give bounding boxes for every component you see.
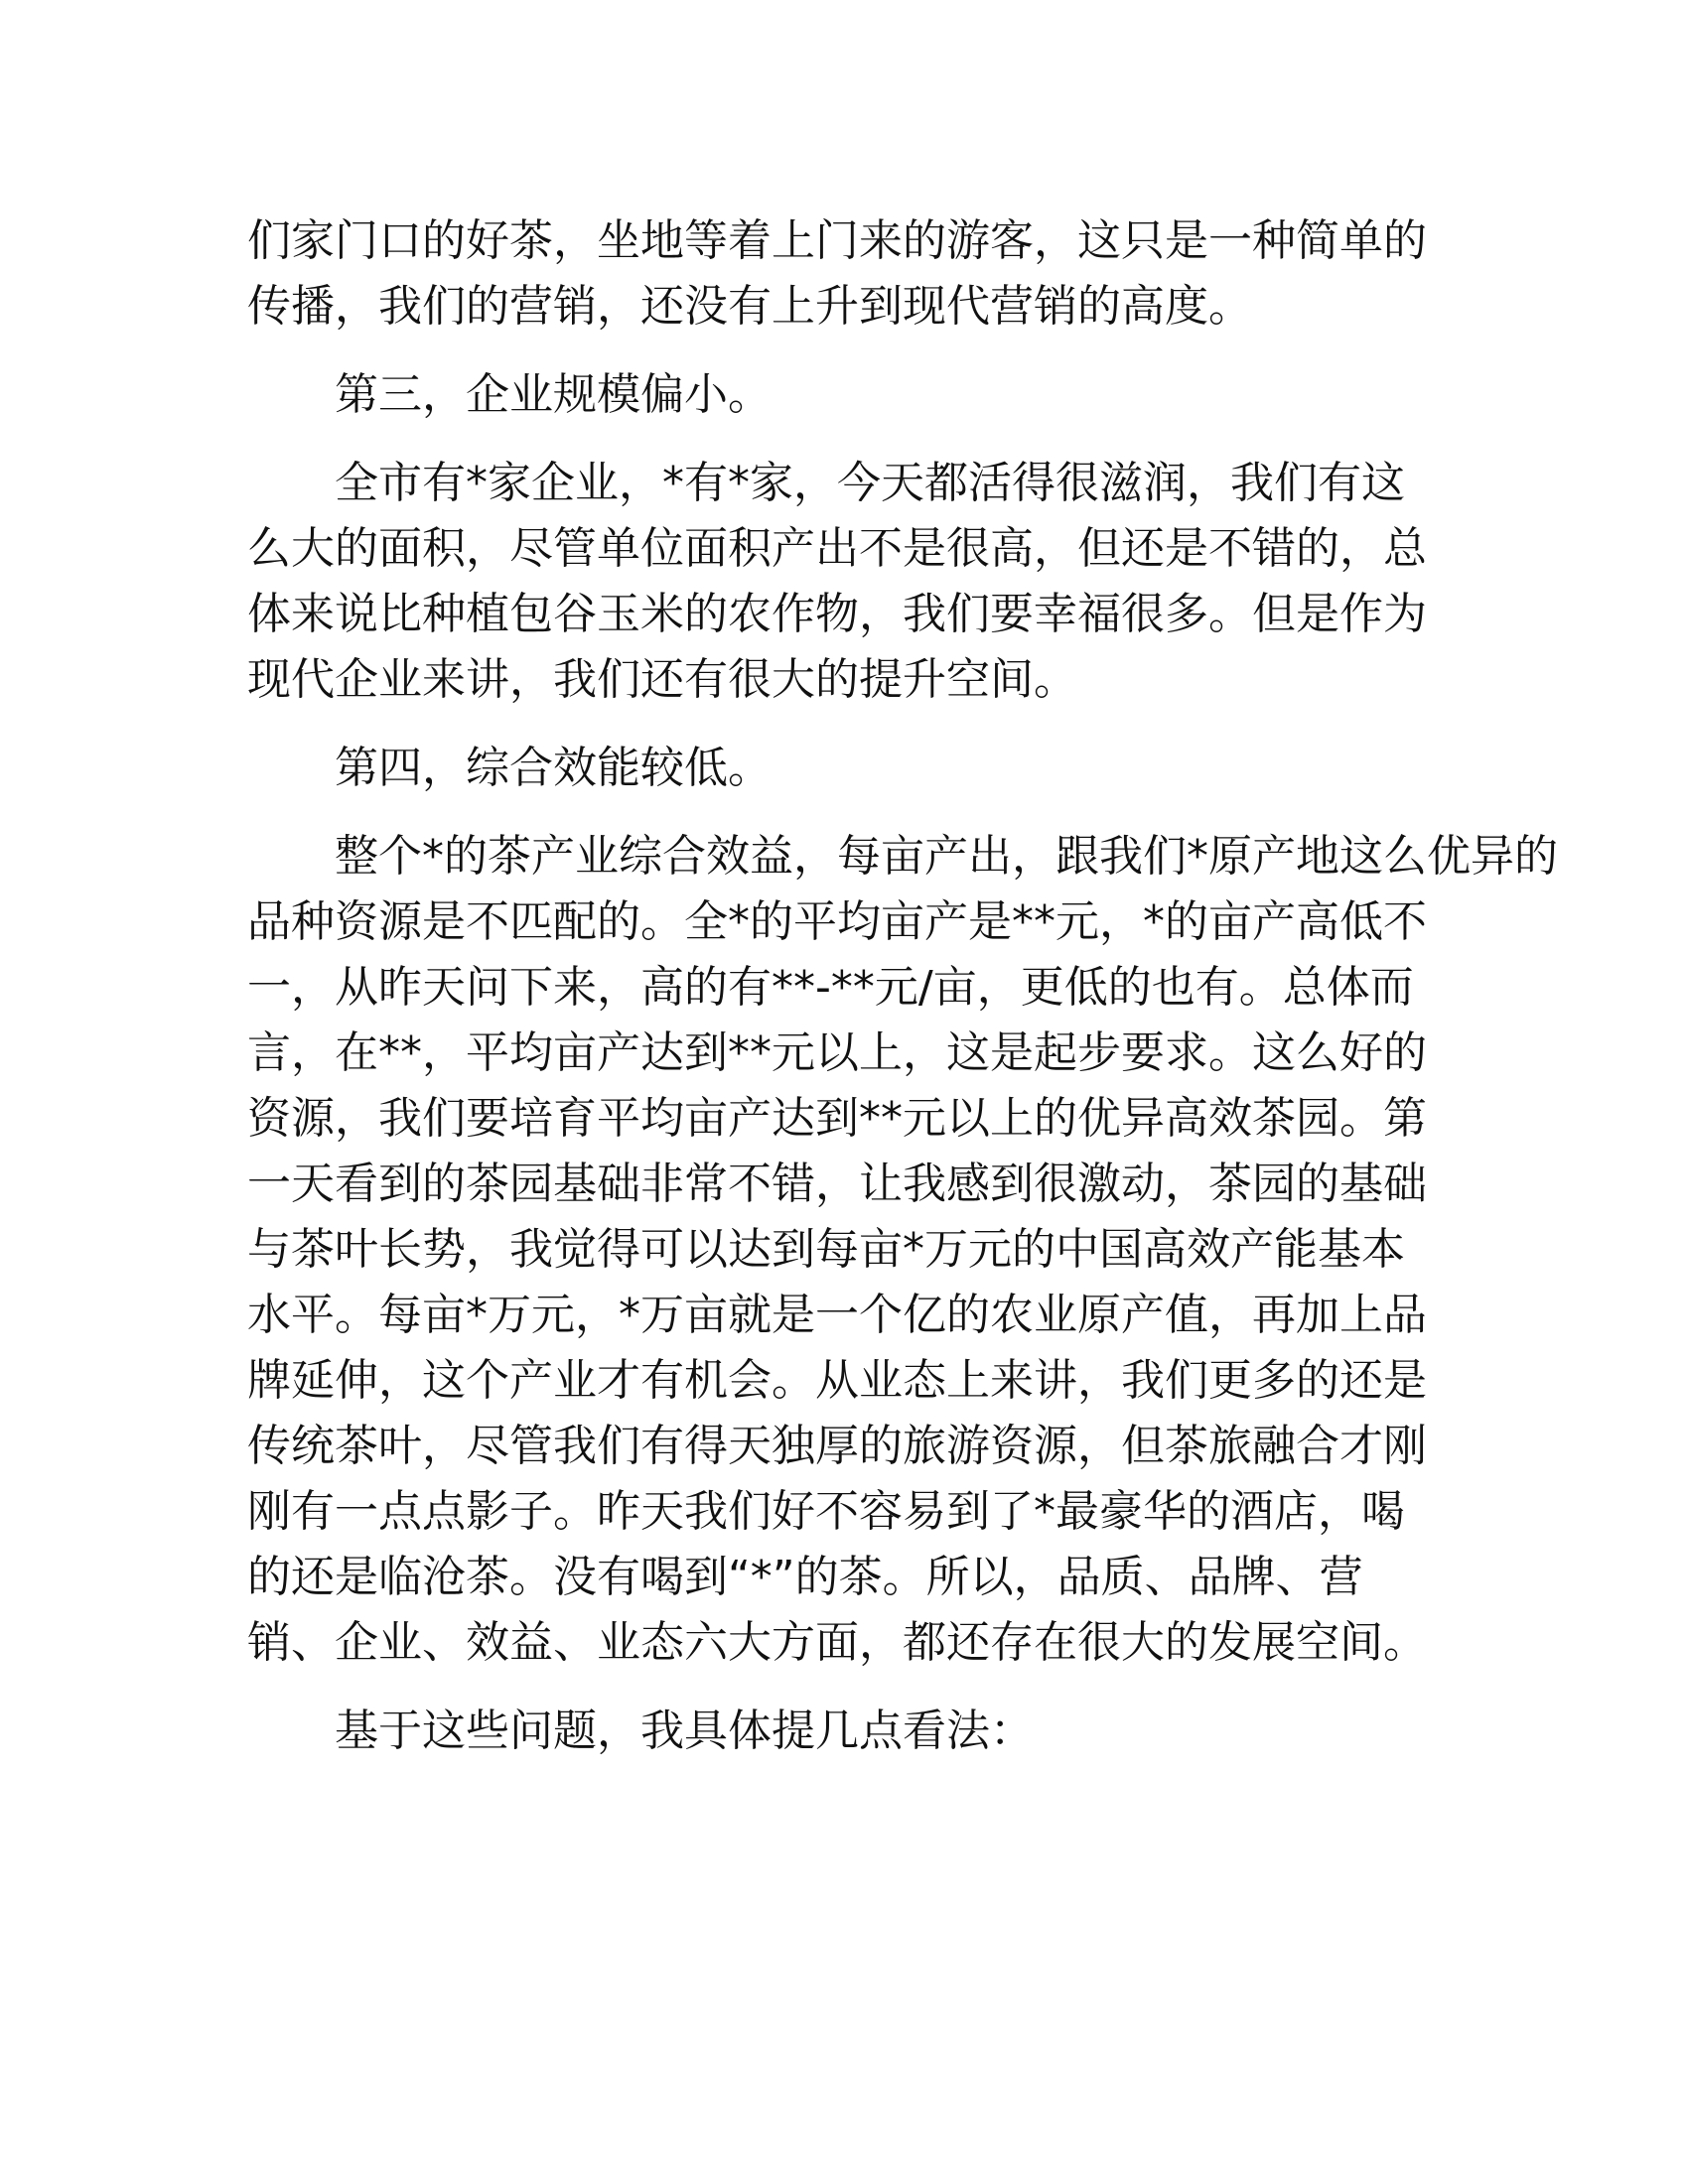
section-heading-4: 第四，综合效能较低。 bbox=[335, 743, 772, 793]
text-line: 么大的面积，尽管单位面积产出不是很高，但还是不错的，总 bbox=[247, 523, 1427, 574]
text-line: 一天看到的茶园基础非常不错，让我感到很激动，茶园的基础 bbox=[247, 1159, 1427, 1209]
text-line: 传播，我们的营销，还没有上升到现代营销的高度。 bbox=[247, 281, 1252, 332]
text-line: 言，在**，平均亩产达到**元以上，这是起步要求。这么好的 bbox=[247, 1027, 1427, 1078]
text-line: 资源，我们要培育平均亩产达到**元以上的优异高效茶园。第 bbox=[247, 1093, 1427, 1144]
text-line: 品种资源是不匹配的。全*的平均亩产是**元，*的亩产高低不 bbox=[247, 896, 1427, 947]
text-line: 刚有一点点影子。昨天我们好不容易到了*最豪华的酒店，喝 bbox=[247, 1486, 1405, 1537]
text-line: 水平。每亩*万元，*万亩就是一个亿的农业原产值，再加上品 bbox=[247, 1290, 1427, 1340]
text-line: 销、企业、效益、业态六大方面，都还存在很大的发展空间。 bbox=[247, 1617, 1427, 1668]
text-line: 一，从昨天问下来，高的有**-**元/亩，更低的也有。总体而 bbox=[247, 962, 1414, 1013]
text-line: 的还是临沧茶。没有喝到“*”的茶。所以，品质、品牌、营 bbox=[247, 1552, 1363, 1602]
text-line: 们家门口的好茶，坐地等着上门来的游客，这只是一种简单的 bbox=[247, 215, 1427, 266]
text-line: 整个*的茶产业综合效益，每亩产出，跟我们*原产地这么优异的 bbox=[335, 831, 1558, 882]
text-line: 传统茶叶，尽管我们有得天独厚的旅游资源，但茶旅融合才刚 bbox=[247, 1421, 1427, 1471]
text-line: 现代企业来讲，我们还有很大的提升空间。 bbox=[247, 654, 1077, 705]
text-line: 体来说比种植包谷玉米的农作物，我们要幸福很多。但是作为 bbox=[247, 589, 1427, 639]
text-line: 基于这些问题，我具体提几点看法： bbox=[335, 1706, 1034, 1756]
section-heading-3: 第三，企业规模偏小。 bbox=[335, 369, 772, 420]
text-line: 全市有*家企业，*有*家，今天都活得很滋润，我们有这 bbox=[335, 458, 1405, 508]
body-text bbox=[247, 208, 1558, 1764]
text-line: 牌延伸，这个产业才有机会。从业态上来讲，我们更多的还是 bbox=[247, 1355, 1427, 1406]
text-line: 与茶叶长势，我觉得可以达到每亩*万元的中国高效产能基本 bbox=[247, 1224, 1405, 1275]
